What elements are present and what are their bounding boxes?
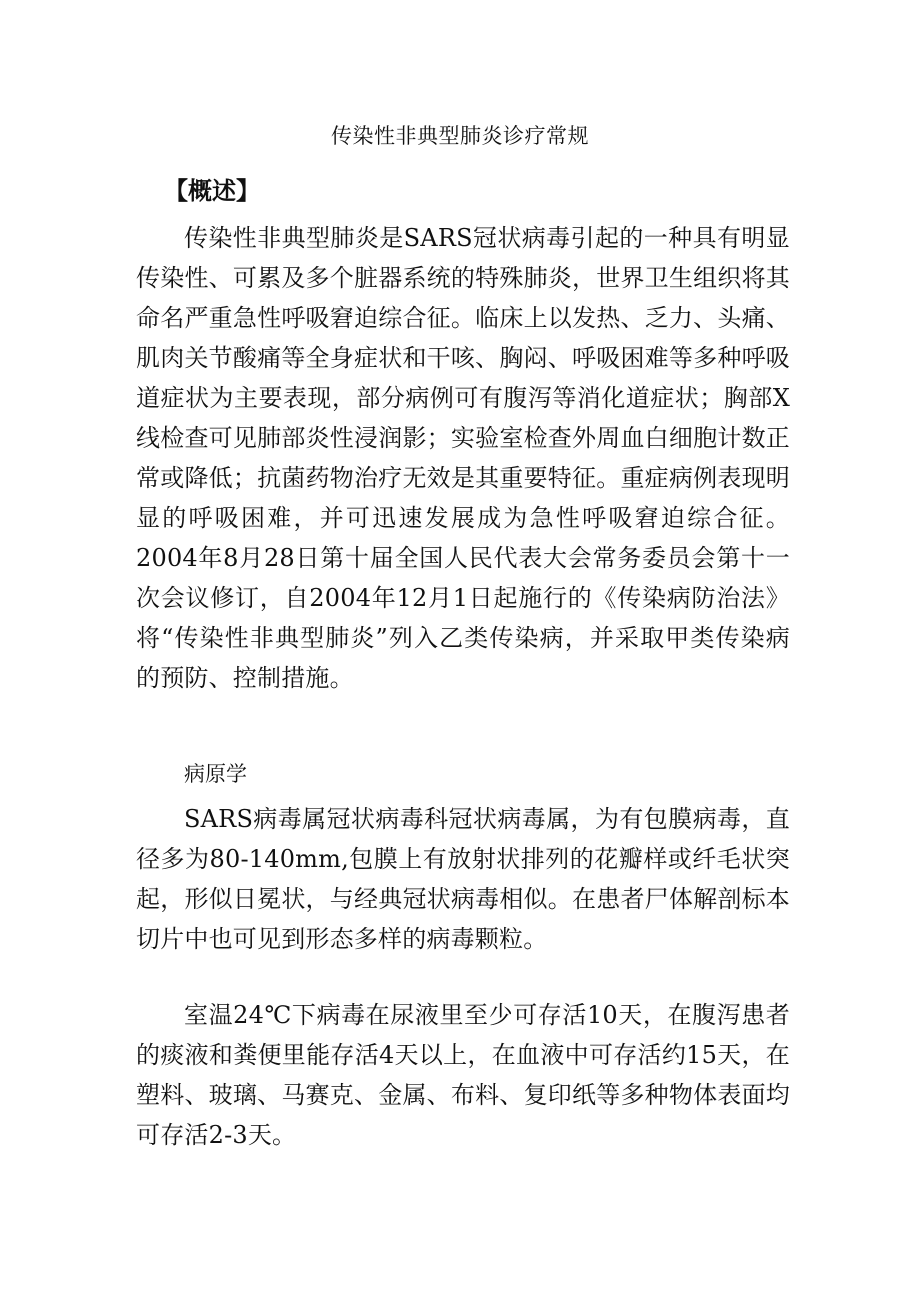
section-heading-overview: 【概述】 xyxy=(164,177,260,205)
overview-paragraph: 传染性非典型肺炎是SARS冠状病毒引起的一种具有明显传染性、可累及多个脏器系统的特殊肺炎，世界卫生组织将其命名严重急性呼吸窘迫综合征。临床上以发热、乏力、头痛、肌肉关节酸痛等全身症状和干咳、胸闷、呼吸困难等多种呼吸道症状为主要表现，部分病例可有腹泻等消化道症状；胸部X线检查可见肺部炎性浸润影；实验室检查外周血白细胞计数正常或降低；抗菌药物治疗无效是其重要特征。重症病例表现明显的呼吸困难，并可迅速发展成为急性呼吸窘迫综合征。2004年8月28日第十届全国人民代表大会常务委员会第十一次会议修订，自2004年12月1日起施行的《传染病防治法》将“传染性非典型肺炎”列入乙类传染病，并采取甲类传染病的预防、控制措施。 xyxy=(136,224,790,692)
survival-paragraph: 室温24℃下病毒在尿液里至少可存活10天，在腹泻患者的痰液和粪便里能存活4天以上，在血液中可存活约15天，在塑料、玻璃、马赛克、金属、布料、复印纸等多种物体表面均可存活2-3天。 xyxy=(136,1001,790,1149)
page-title: 传染性非典型肺炎诊疗常规 xyxy=(331,124,589,148)
etiology-paragraph: SARS病毒属冠状病毒科冠状病毒属，为有包膜病毒，直径多为80-140mm,包膜上有放射状排列的花瓣样或纤毛状突起，形似日冕状，与经典冠状病毒相似。在患者尸体解剖标本切片中也可见到形态多样的病毒颗粒。 xyxy=(136,805,790,953)
subheading-etiology: 病原学 xyxy=(184,762,247,786)
